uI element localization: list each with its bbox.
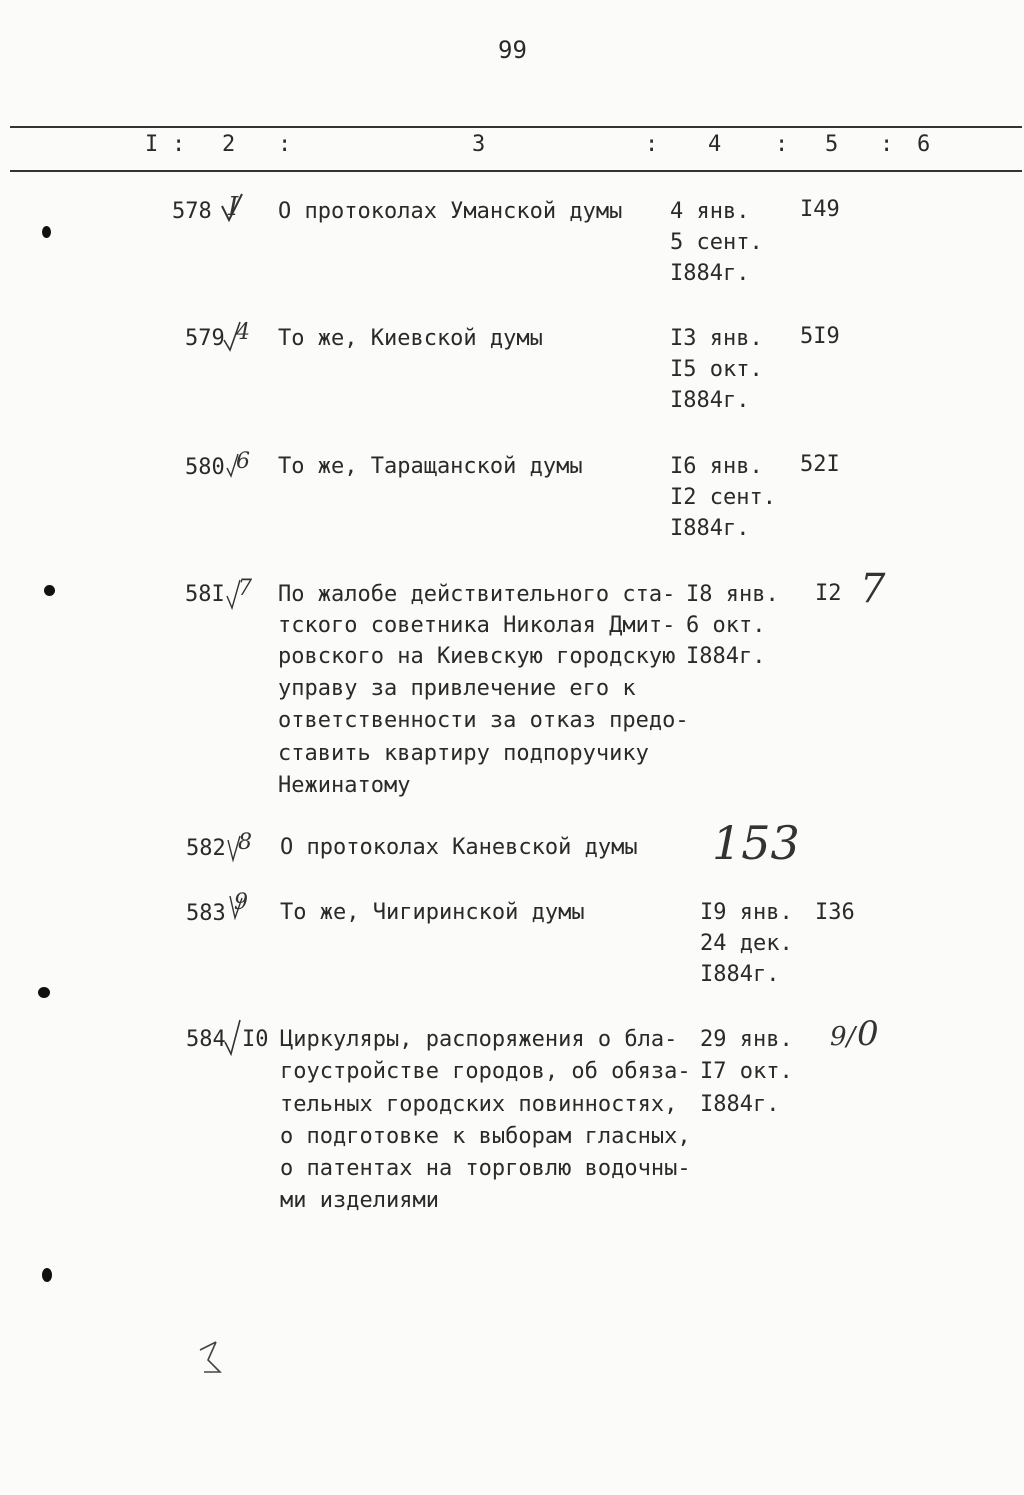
entry-title-line: О протоколах Каневской думы [280, 835, 638, 860]
check-mark: I0 [242, 1027, 269, 1052]
punch-hole-mark [42, 226, 51, 238]
entry-number: 578 [172, 199, 212, 224]
check-mark: 6 [236, 449, 250, 474]
handwritten-note: 153 [712, 816, 800, 870]
check-stroke-icon [224, 1018, 242, 1058]
header-sep: : [880, 132, 894, 157]
punch-hole-mark [38, 987, 50, 998]
header-col-1: I [145, 132, 159, 157]
check-stroke-icon [226, 448, 240, 482]
check-stroke-icon [218, 190, 248, 224]
entry-date-line: 29 янв. [700, 1027, 793, 1052]
header-col-2: 2 [222, 132, 236, 157]
entry-number: 583 [186, 901, 226, 926]
handwritten-mark-icon [196, 1338, 236, 1378]
check-stroke-icon [222, 320, 242, 354]
entry-date-line: I9 янв. [700, 900, 793, 925]
entry-date-line: I884г. [700, 962, 780, 987]
entry-title-line: О протоколах Уманской думы [278, 199, 623, 224]
entry-title-line: управу за привлечение его к [278, 676, 636, 701]
entry-sheets: I2 [815, 581, 842, 606]
entry-title-line: Нежинатому [278, 773, 411, 798]
entry-date-line: 6 окт. [686, 613, 766, 638]
entry-number: 58I [185, 582, 225, 607]
check-stroke-icon [226, 834, 242, 864]
entry-title-line: То же, Киевской думы [278, 326, 543, 351]
entry-date-line: I6 янв. [670, 454, 763, 479]
check-mark: I [228, 192, 239, 222]
entry-title-line: о патентах на торговлю водочны- [280, 1156, 691, 1181]
entry-date-line: I2 сент. [670, 485, 776, 510]
check-stroke-icon [226, 576, 242, 612]
entry-number: 579 [185, 326, 225, 351]
entry-number: 580 [185, 455, 225, 480]
check-stroke-icon [228, 892, 244, 922]
entry-date-line: I884г. [670, 516, 750, 541]
header-col-6: 6 [917, 132, 931, 157]
entry-date-line: I3 янв. [670, 326, 763, 351]
entry-title-line: То же, Чигиринской думы [280, 900, 585, 925]
entry-date-line: I8 янв. [686, 582, 779, 607]
page-number: 99 [498, 36, 527, 64]
entry-title-line: ми изделиями [280, 1188, 439, 1213]
entry-sheets: 5I9 [800, 324, 840, 349]
entry-title-line: тельных городских повинностях, [280, 1092, 678, 1117]
header-sep: : [645, 132, 659, 157]
header-col-3: 3 [472, 132, 486, 157]
entry-date-line: I884г. [670, 388, 750, 413]
entry-sheets: I36 [815, 900, 855, 925]
entry-date-line: I884г. [700, 1092, 780, 1117]
entry-date-line: 4 янв. [670, 199, 750, 224]
check-mark: 9 [234, 890, 248, 915]
entry-sheets: 52I [800, 452, 840, 477]
check-mark: 8 [238, 830, 252, 855]
entry-title-line: По жалобе действительного ста- [278, 582, 676, 607]
header-sep: : [172, 132, 186, 157]
header-col-4: 4 [708, 132, 722, 157]
entry-sheets: I49 [800, 197, 840, 222]
entry-number: 582 [186, 836, 226, 861]
punch-hole-mark [42, 1268, 52, 1282]
entry-title-line: ответственности за отказ предо- [278, 708, 689, 733]
entry-date-line: 24 дек. [700, 931, 793, 956]
header-bottom-rule [10, 170, 1022, 172]
entry-date-line: I5 окт. [670, 357, 763, 382]
entry-title-line: гоустройстве городов, об обяза- [280, 1059, 691, 1084]
entry-title-line: о подготовке к выборам гласных, [280, 1124, 691, 1149]
entry-title-line: ровского на Киевскую городскую [278, 644, 676, 669]
handwritten-note: 7 [860, 566, 886, 612]
entry-date-line: I7 окт. [700, 1059, 793, 1084]
handwritten-note: 0 [857, 1014, 879, 1054]
entry-date-line: I884г. [670, 261, 750, 286]
check-mark: 7 [238, 576, 252, 601]
entry-number: 584 [186, 1027, 226, 1052]
punch-hole-mark [44, 585, 55, 596]
header-sep: : [278, 132, 292, 157]
entry-sheets: 9/ [830, 1022, 856, 1052]
entry-title-line: тского советника Николая Дмит- [278, 613, 676, 638]
header-col-5: 5 [825, 132, 839, 157]
entry-title-line: ставить квартиру подпоручику [278, 741, 649, 766]
header-top-rule [10, 126, 1022, 128]
entry-date-line: I884г. [686, 644, 766, 669]
entry-date-line: 5 сент. [670, 230, 763, 255]
header-sep: : [775, 132, 789, 157]
entry-title-line: То же, Таращанской думы [278, 454, 583, 479]
check-mark: 4 [236, 320, 250, 345]
entry-title-line: Циркуляры, распоряжения о бла- [280, 1027, 678, 1052]
